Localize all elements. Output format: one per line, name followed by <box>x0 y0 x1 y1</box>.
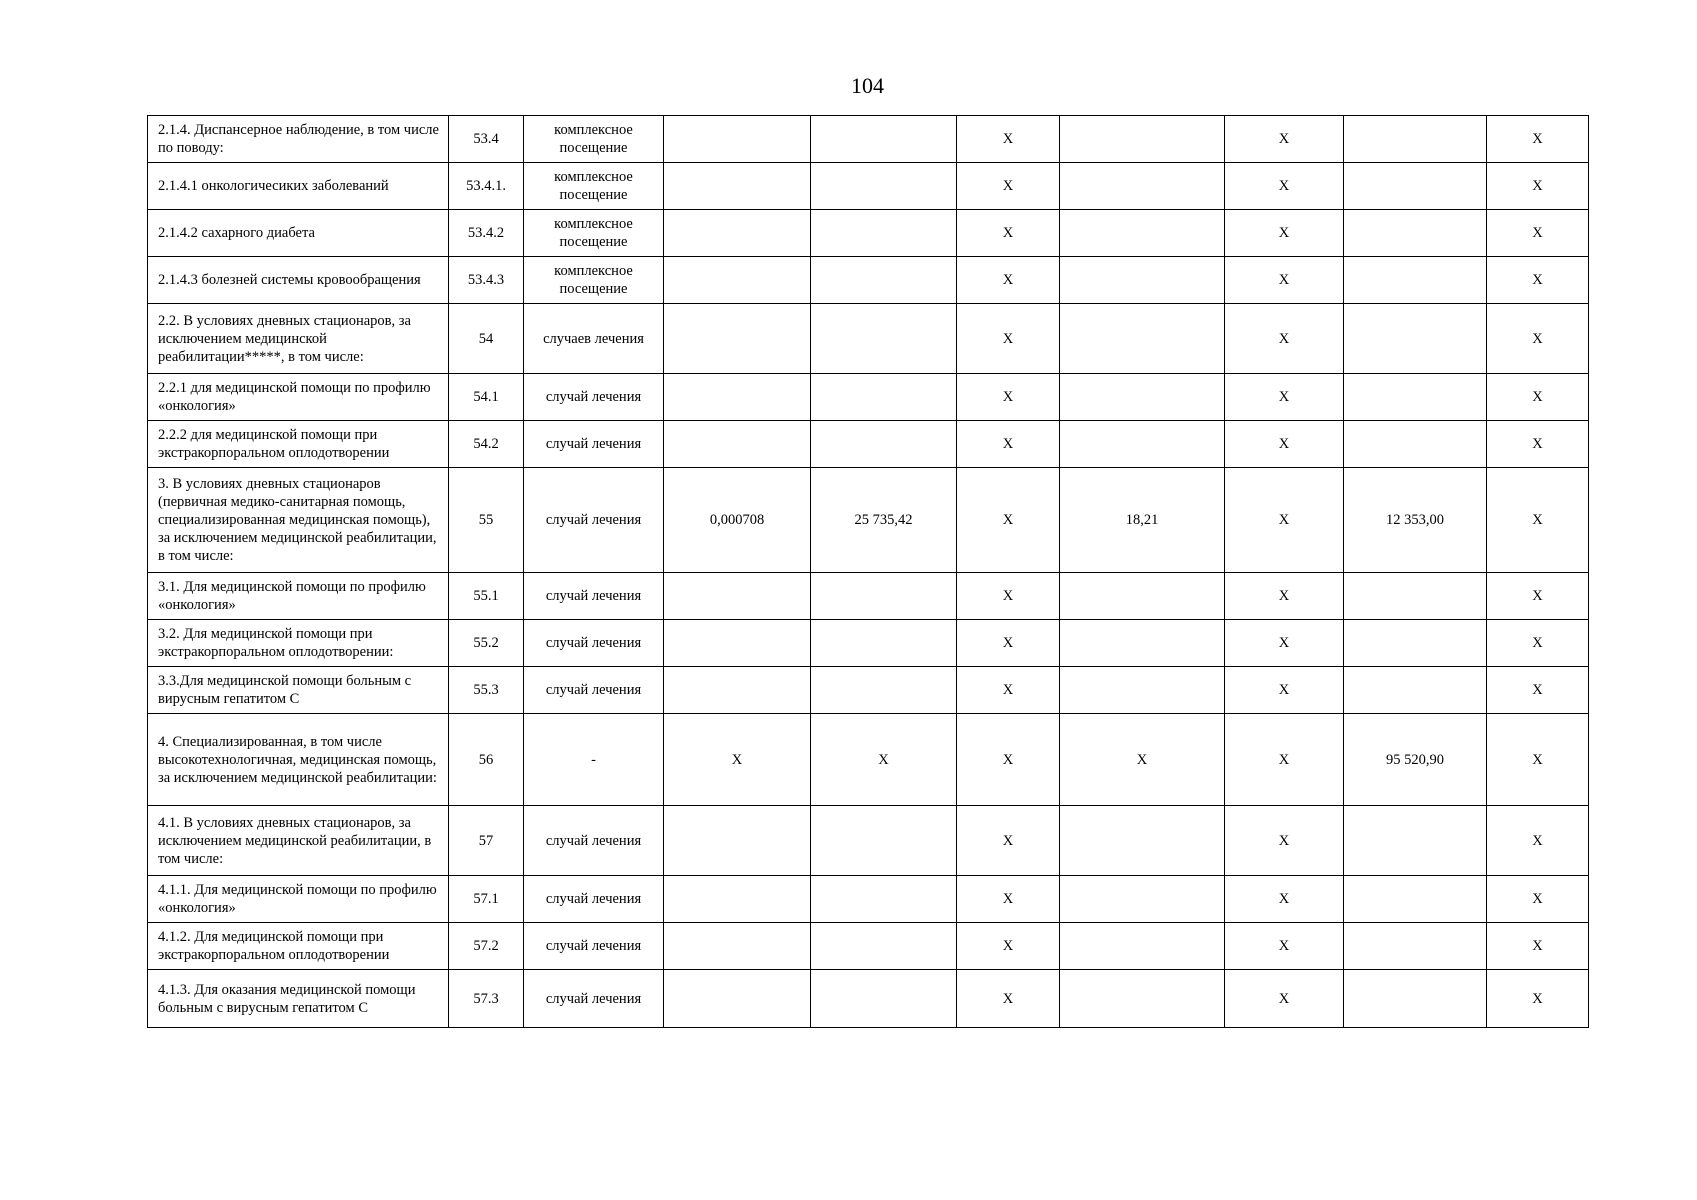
table-row <box>148 210 1589 257</box>
row-value-5: X <box>811 714 957 806</box>
row-unit: случай лечения <box>524 923 664 970</box>
row-value-7 <box>1060 923 1225 970</box>
row-name: 3.1. Для медицинской помощи по профилю «онкология» <box>148 573 449 620</box>
row-code: 54.2 <box>449 421 524 468</box>
row-value-9 <box>1344 970 1487 1028</box>
row-name: 2.2.1 для медицинской помощи по профилю «онкология» <box>148 374 449 421</box>
row-name: 2.2.2 для медицинской помощи при экстракорпоральном оплодотворении <box>148 421 449 468</box>
row-value-10: X <box>1487 923 1589 970</box>
row-name: 2.1.4.2 сахарного диабета <box>148 210 449 257</box>
row-value-7 <box>1060 806 1225 876</box>
row-value-9 <box>1344 620 1487 667</box>
row-code: 53.4 <box>449 116 524 163</box>
row-value-9 <box>1344 923 1487 970</box>
row-value-8: X <box>1225 573 1344 620</box>
row-value-10: X <box>1487 806 1589 876</box>
table-row <box>148 714 1589 806</box>
row-value-10: X <box>1487 421 1589 468</box>
row-value-4: 0,000708 <box>664 468 811 573</box>
row-unit: случаев лечения <box>524 304 664 374</box>
row-value-6: X <box>957 573 1060 620</box>
row-unit: случай лечения <box>524 468 664 573</box>
row-value-5 <box>811 573 957 620</box>
row-code: 53.4.3 <box>449 257 524 304</box>
row-value-6: X <box>957 806 1060 876</box>
row-code: 57.3 <box>449 970 524 1028</box>
row-value-7: X <box>1060 714 1225 806</box>
row-value-4 <box>664 421 811 468</box>
row-name: 2.2. В условиях дневных стационаров, за исключением медицинской реабилитации*****, в том числе: <box>148 304 449 374</box>
row-unit: случай лечения <box>524 876 664 923</box>
row-unit: случай лечения <box>524 374 664 421</box>
row-code: 57.2 <box>449 923 524 970</box>
table-row <box>148 923 1589 970</box>
row-value-5 <box>811 667 957 714</box>
row-value-9: 12 353,00 <box>1344 468 1487 573</box>
row-value-8: X <box>1225 163 1344 210</box>
row-value-4 <box>664 620 811 667</box>
row-value-5 <box>811 116 957 163</box>
row-value-10: X <box>1487 468 1589 573</box>
row-value-10: X <box>1487 714 1589 806</box>
row-value-9 <box>1344 876 1487 923</box>
row-value-4 <box>664 923 811 970</box>
row-name: 2.1.4. Диспансерное наблюдение, в том числе по поводу: <box>148 116 449 163</box>
row-value-5 <box>811 970 957 1028</box>
row-unit: комплексное посещение <box>524 116 664 163</box>
row-value-5 <box>811 876 957 923</box>
row-name: 3.3.Для медицинской помощи больным с вирусным гепатитом С <box>148 667 449 714</box>
row-value-7 <box>1060 257 1225 304</box>
row-value-7 <box>1060 210 1225 257</box>
row-value-5 <box>811 806 957 876</box>
row-value-4 <box>664 806 811 876</box>
row-name: 3.2. Для медицинской помощи при экстракорпоральном оплодотворении: <box>148 620 449 667</box>
row-value-7 <box>1060 667 1225 714</box>
row-value-8: X <box>1225 620 1344 667</box>
row-value-8: X <box>1225 667 1344 714</box>
row-value-4 <box>664 304 811 374</box>
row-value-7 <box>1060 116 1225 163</box>
row-name: 4.1.3. Для оказания медицинской помощи больным с вирусным гепатитом С <box>148 970 449 1028</box>
row-value-6: X <box>957 210 1060 257</box>
table-row <box>148 163 1589 210</box>
row-unit: случай лечения <box>524 806 664 876</box>
row-value-4 <box>664 970 811 1028</box>
row-value-4 <box>664 116 811 163</box>
row-value-9 <box>1344 257 1487 304</box>
row-value-9: 95 520,90 <box>1344 714 1487 806</box>
row-code: 55.1 <box>449 573 524 620</box>
row-value-10: X <box>1487 970 1589 1028</box>
row-value-4 <box>664 876 811 923</box>
row-value-4: X <box>664 714 811 806</box>
row-value-8: X <box>1225 210 1344 257</box>
row-unit: случай лечения <box>524 421 664 468</box>
row-value-6: X <box>957 923 1060 970</box>
row-code: 55.3 <box>449 667 524 714</box>
table-row <box>148 468 1589 573</box>
row-value-9 <box>1344 806 1487 876</box>
row-unit: случай лечения <box>524 620 664 667</box>
row-value-9 <box>1344 421 1487 468</box>
row-unit: комплексное посещение <box>524 210 664 257</box>
row-value-10: X <box>1487 116 1589 163</box>
data-table <box>147 115 1589 1028</box>
row-value-10: X <box>1487 257 1589 304</box>
row-name: 4.1.1. Для медицинской помощи по профилю «онкология» <box>148 876 449 923</box>
row-code: 53.4.1. <box>449 163 524 210</box>
table-row <box>148 573 1589 620</box>
row-name: 4.1. В условиях дневных стационаров, за исключением медицинской реабилитации, в том числе: <box>148 806 449 876</box>
row-value-10: X <box>1487 876 1589 923</box>
table-row <box>148 421 1589 468</box>
table-row <box>148 876 1589 923</box>
table-row <box>148 116 1589 163</box>
row-value-4 <box>664 667 811 714</box>
row-value-7: 18,21 <box>1060 468 1225 573</box>
row-name: 4. Специализированная, в том числе высокотехнологичная, медицинская помощь, за исключением медицинской реабилитации: <box>148 714 449 806</box>
row-unit: случай лечения <box>524 573 664 620</box>
row-value-6: X <box>957 374 1060 421</box>
row-name: 3. В условиях дневных стационаров (первичная медико-санитарная помощь, специализированная медицинская помощь), за исключением медицинской реабилитации, в том числе: <box>148 468 449 573</box>
row-value-7 <box>1060 163 1225 210</box>
table-row <box>148 257 1589 304</box>
row-unit: - <box>524 714 664 806</box>
row-value-5 <box>811 620 957 667</box>
row-unit: комплексное посещение <box>524 257 664 304</box>
row-value-5 <box>811 304 957 374</box>
row-value-5 <box>811 374 957 421</box>
table-row <box>148 620 1589 667</box>
row-value-5 <box>811 163 957 210</box>
row-value-4 <box>664 210 811 257</box>
row-code: 54.1 <box>449 374 524 421</box>
row-value-7 <box>1060 876 1225 923</box>
row-value-7 <box>1060 421 1225 468</box>
row-value-6: X <box>957 257 1060 304</box>
row-value-5 <box>811 257 957 304</box>
row-value-10: X <box>1487 163 1589 210</box>
row-value-7 <box>1060 970 1225 1028</box>
table-row <box>148 374 1589 421</box>
row-value-8: X <box>1225 806 1344 876</box>
row-name: 2.1.4.1 онкологичесиких заболеваний <box>148 163 449 210</box>
row-value-4 <box>664 257 811 304</box>
row-value-9 <box>1344 374 1487 421</box>
row-value-10: X <box>1487 304 1589 374</box>
row-value-10: X <box>1487 573 1589 620</box>
row-value-8: X <box>1225 257 1344 304</box>
row-value-9 <box>1344 163 1487 210</box>
row-value-6: X <box>957 421 1060 468</box>
row-value-6: X <box>957 876 1060 923</box>
row-value-8: X <box>1225 421 1344 468</box>
row-code: 57 <box>449 806 524 876</box>
row-value-5 <box>811 210 957 257</box>
row-value-8: X <box>1225 714 1344 806</box>
row-value-9 <box>1344 667 1487 714</box>
row-value-10: X <box>1487 210 1589 257</box>
row-value-10: X <box>1487 667 1589 714</box>
row-unit: случай лечения <box>524 970 664 1028</box>
row-value-7 <box>1060 573 1225 620</box>
table-row <box>148 667 1589 714</box>
row-value-5 <box>811 923 957 970</box>
row-code: 56 <box>449 714 524 806</box>
row-value-8: X <box>1225 876 1344 923</box>
row-value-9 <box>1344 573 1487 620</box>
row-value-8: X <box>1225 468 1344 573</box>
row-value-7 <box>1060 304 1225 374</box>
row-name: 2.1.4.3 болезней системы кровообращения <box>148 257 449 304</box>
row-value-5 <box>811 421 957 468</box>
row-code: 55 <box>449 468 524 573</box>
row-value-9 <box>1344 116 1487 163</box>
row-value-9 <box>1344 304 1487 374</box>
row-value-7 <box>1060 620 1225 667</box>
row-value-6: X <box>957 304 1060 374</box>
row-value-6: X <box>957 667 1060 714</box>
table-row <box>148 970 1589 1028</box>
row-value-10: X <box>1487 374 1589 421</box>
row-value-6: X <box>957 468 1060 573</box>
page-number: 104 <box>851 73 884 98</box>
row-value-9 <box>1344 210 1487 257</box>
row-code: 57.1 <box>449 876 524 923</box>
row-code: 53.4.2 <box>449 210 524 257</box>
row-value-4 <box>664 374 811 421</box>
row-value-6: X <box>957 714 1060 806</box>
row-value-6: X <box>957 970 1060 1028</box>
row-name: 4.1.2. Для медицинской помощи при экстракорпоральном оплодотворении <box>148 923 449 970</box>
table-row <box>148 304 1589 374</box>
row-value-8: X <box>1225 304 1344 374</box>
row-value-4 <box>664 163 811 210</box>
table-body <box>148 116 1589 1028</box>
table-row <box>148 806 1589 876</box>
row-value-10: X <box>1487 620 1589 667</box>
row-value-8: X <box>1225 374 1344 421</box>
row-value-4 <box>664 573 811 620</box>
row-unit: случай лечения <box>524 667 664 714</box>
row-value-6: X <box>957 163 1060 210</box>
row-value-8: X <box>1225 970 1344 1028</box>
row-code: 54 <box>449 304 524 374</box>
row-value-7 <box>1060 374 1225 421</box>
row-value-6: X <box>957 116 1060 163</box>
row-code: 55.2 <box>449 620 524 667</box>
row-value-6: X <box>957 620 1060 667</box>
row-value-5: 25 735,42 <box>811 468 957 573</box>
row-value-8: X <box>1225 116 1344 163</box>
row-value-8: X <box>1225 923 1344 970</box>
row-unit: комплексное посещение <box>524 163 664 210</box>
